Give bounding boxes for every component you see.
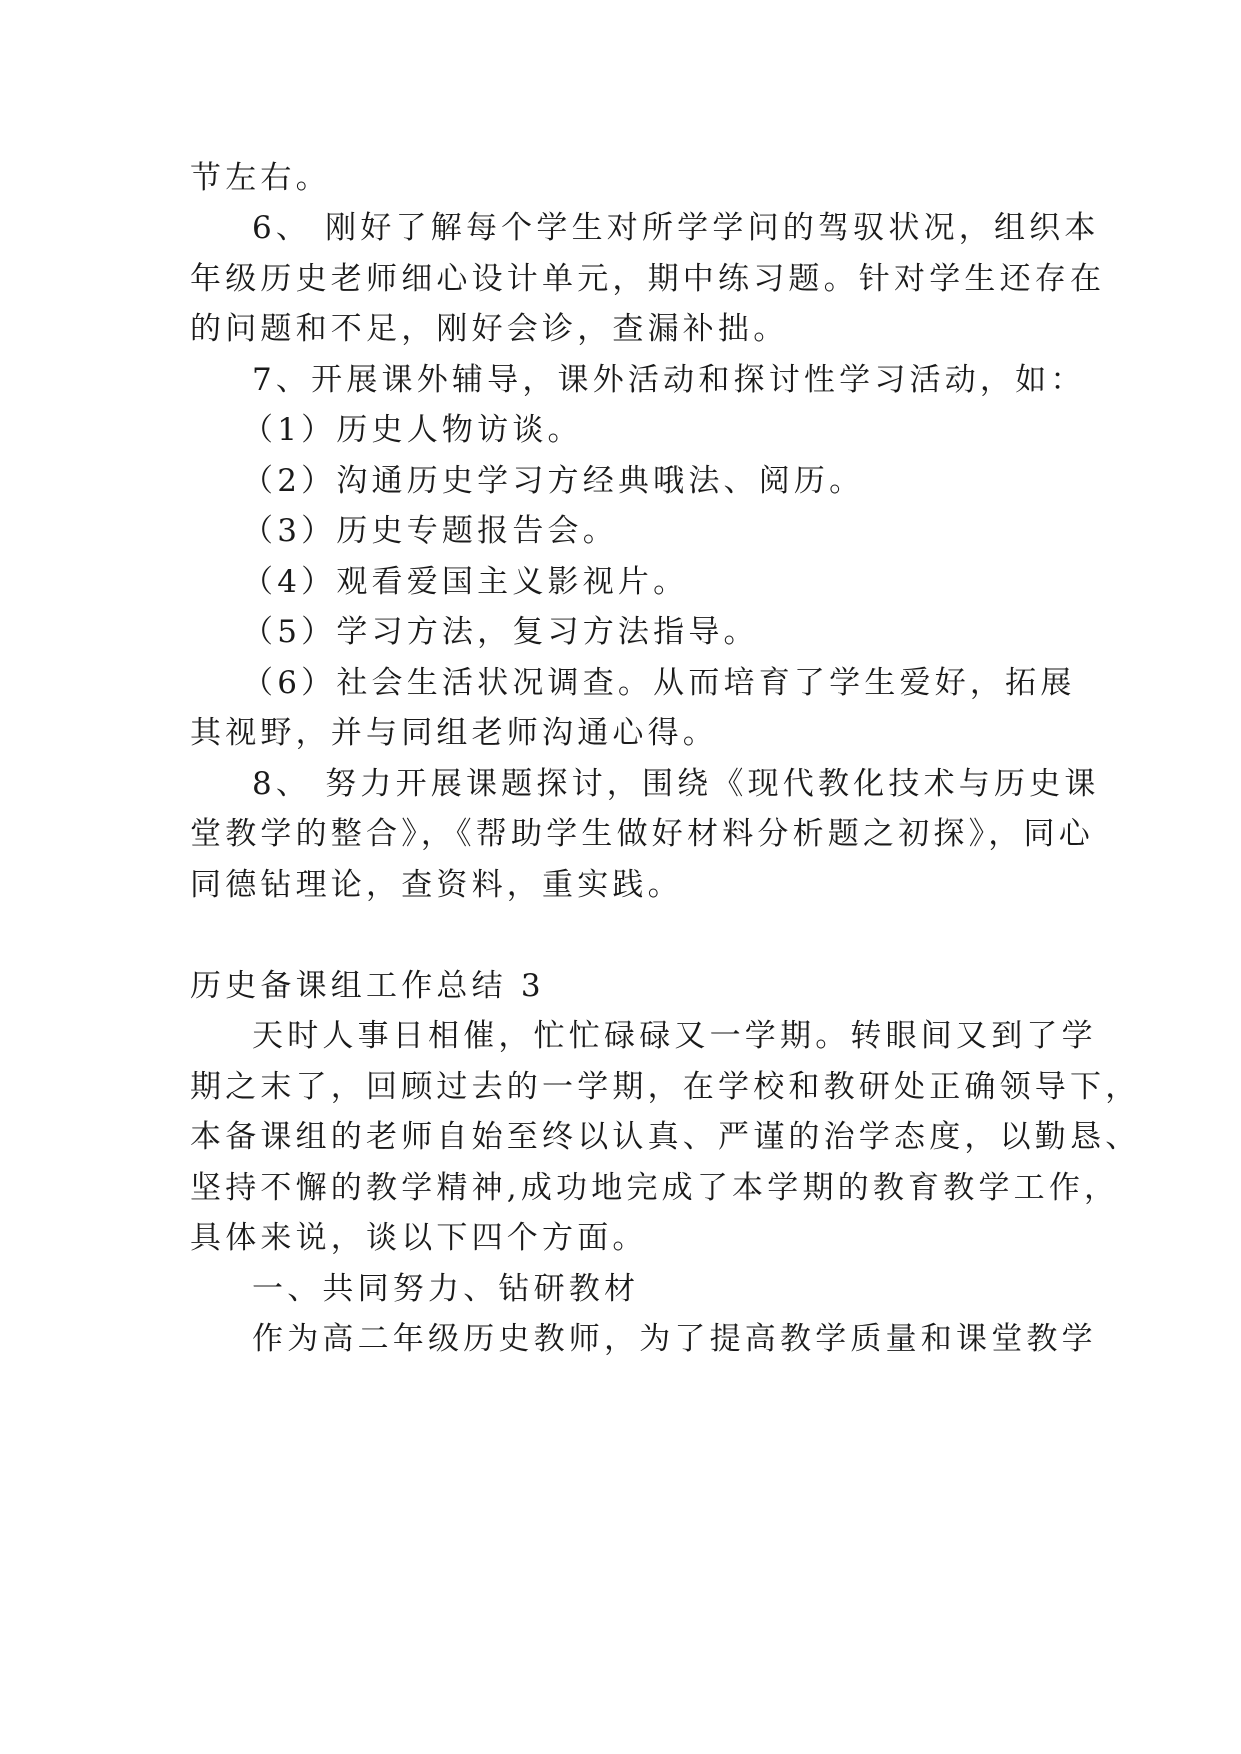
text-line: 6、 刚好了解每个学生对所学学问的驾驭状况，组织本 <box>252 210 1100 246</box>
text-line: 天时人事日相催，忙忙碌碌又一学期。转眼间又到了学 <box>252 1018 1097 1054</box>
text-line: （4）观看爱国主义影视片。 <box>242 564 689 600</box>
text-line: 8、 努力开展课题探讨，围绕《现代教化技术与历史课 <box>252 766 1100 802</box>
text-line: （2）沟通历史学习方经典哦法、阅历。 <box>242 463 865 499</box>
text-line: 其视野，并与同组老师沟通心得。 <box>190 715 718 751</box>
text-line: 年级历史老师细心设计单元，期中练习题。针对学生还存在 <box>190 261 1106 297</box>
text-line: 同德钻理论，查资料，重实践。 <box>190 867 683 903</box>
text-line: 期之末了，回顾过去的一学期，在学校和教研处正确领导下， <box>190 1069 1141 1105</box>
text-line: 堂教学的整合》，《帮助学生做好材料分析题之初探》，同心 <box>190 816 1094 852</box>
text-line: （1）历史人物访谈。 <box>242 412 583 448</box>
text-line: （6）社会生活状况调查。从而培育了学生爱好，拓展 <box>242 665 1076 701</box>
text-line: 的问题和不足，刚好会诊，查漏补拙。 <box>190 311 789 347</box>
text-line: 作为高二年级历史教师，为了提高教学质量和课堂教学 <box>252 1321 1097 1357</box>
text-line: 坚持不懈的教学精神,成功地完成了本学期的教育教学工作， <box>190 1170 1120 1206</box>
text-line: 本备课组的老师自始至终以认真、严谨的治学态度，以勤恳、 <box>190 1119 1141 1155</box>
text-line: 7、开展课外辅导，课外活动和探讨性学习活动，如： <box>252 362 1086 398</box>
subheading: 一、共同努力、钻研教材 <box>252 1271 640 1307</box>
text-line: 具体来说，谈以下四个方面。 <box>190 1220 648 1256</box>
section-heading: 历史备课组工作总结 3 <box>190 968 545 1004</box>
text-line: 节左右。 <box>190 160 331 196</box>
text-line: （3）历史专题报告会。 <box>242 513 618 549</box>
text-line: （5）学习方法，复习方法指导。 <box>242 614 759 650</box>
